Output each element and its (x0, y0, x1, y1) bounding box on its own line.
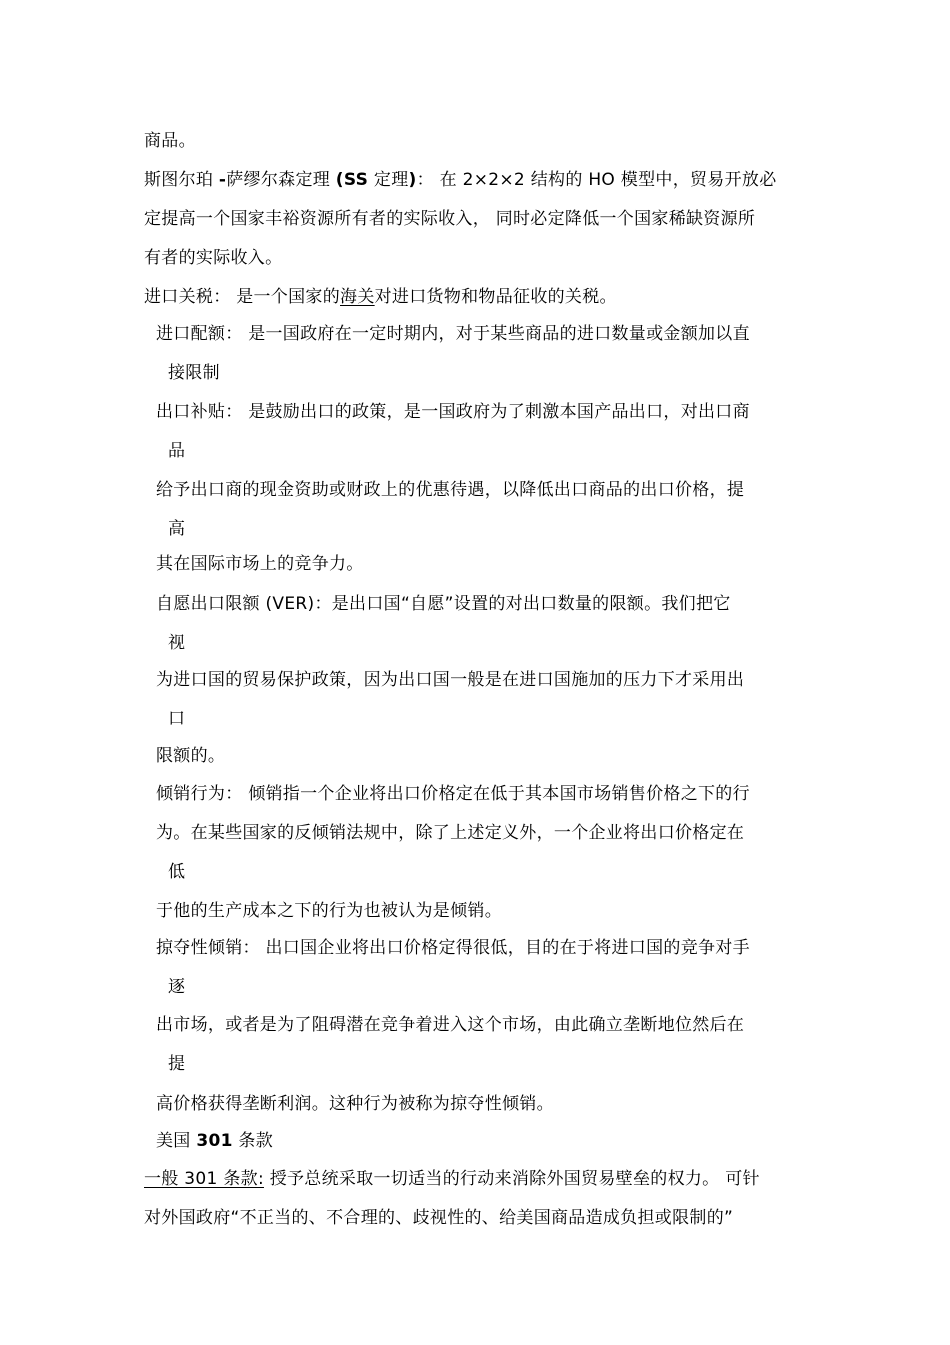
text-bold: 301 (196, 1131, 233, 1151)
line-27-section-301 (156, 1130, 273, 1152)
line-23: 逐 (168, 977, 186, 997)
line-16: 口 (168, 709, 186, 729)
line-29: 对外国政府“不正当的、不合理的、歧视性的、给美国商品造成负担或限制的” (144, 1208, 734, 1228)
text: 条款 (232, 1131, 274, 1151)
line-19: 为。在某些国家的反倾销法规中，除了上述定义外，一个企业将出口价格定在 (156, 823, 745, 843)
text: 萨缪尔森定理 (226, 170, 336, 190)
line-22-predatory-dumping: 掠夺性倾销： 出口国企业将出口价格定得很低，目的在于将进口国的竞争对手 (156, 938, 750, 958)
line-28-general-301 (144, 1168, 760, 1190)
text: 对进口货物和物品征收的关税。 (374, 287, 617, 307)
line-10: 给予出口商的现金资助或财政上的优惠待遇，以降低出口商品的出口价格，提 (156, 480, 745, 500)
line-18-dumping: 倾销行为： 倾销指一个企业将出口价格定在低于其本国市场销售价格之下的行 (156, 784, 750, 804)
line-8-export-subsidy: 出口补贴： 是鼓励出口的政策，是一国政府为了刺激本国产品出口，对出口商 (156, 402, 750, 422)
text-bold: (SS (335, 170, 369, 190)
text: 进口关税： 是一个国家的 (144, 287, 341, 307)
text: 授予总统采取一切适当的行动来消除外国贸易壁垒的权力。 可针 (263, 1169, 760, 1189)
line-9: 品 (168, 441, 186, 461)
line-6-import-quota: 进口配额： 是一国政府在一定时期内，对于某些商品的进口数量或金额加以直 (156, 324, 750, 344)
line-7: 接限制 (168, 363, 220, 383)
line-25: 提 (168, 1054, 186, 1074)
line-24: 出市场，或者是为了阻碍潜在竞争着进入这个市场，由此确立垄断地位然后在 (156, 1015, 745, 1035)
line-1: 商品。 (144, 131, 196, 151)
line-2-ss-theorem (144, 169, 777, 191)
line-26: 高价格获得垄断利润。这种行为被称为掠夺性倾销。 (156, 1094, 554, 1114)
line-12: 其在国际市场上的竞争力。 (156, 554, 364, 574)
text-bold: - (218, 170, 227, 190)
text: ： 在 2×2×2 结构的 HO 模型中，贸易开放必 (416, 170, 777, 190)
line-14: 视 (168, 633, 186, 653)
general-301-underlined: 一般 301 条款: (144, 1169, 264, 1189)
text: 斯图尔珀 (144, 170, 219, 190)
line-15: 为进口国的贸易保护政策，因为出口国一般是在进口国施加的压力下才采用出 (156, 670, 745, 690)
line-3: 定提高一个国家丰裕资源所有者的实际收入， 同时必定降低一个国家稀缺资源所 (144, 209, 756, 229)
line-21: 于他的生产成本之下的行为也被认为是倾销。 (156, 901, 502, 921)
text: 定理 (368, 170, 409, 190)
line-13-ver: 自愿出口限额 (VER)：是出口国“自愿”设置的对出口数量的限额。我们把它 (156, 594, 731, 614)
line-20: 低 (168, 862, 186, 882)
customs-underlined: 海关 (340, 287, 375, 307)
line-17: 限额的。 (156, 746, 226, 766)
line-4: 有者的实际收入。 (144, 248, 283, 268)
line-11: 高 (168, 519, 186, 539)
text: 美国 (156, 1131, 197, 1151)
text-bold: ) (408, 170, 417, 190)
line-5-import-tariff (144, 286, 617, 308)
